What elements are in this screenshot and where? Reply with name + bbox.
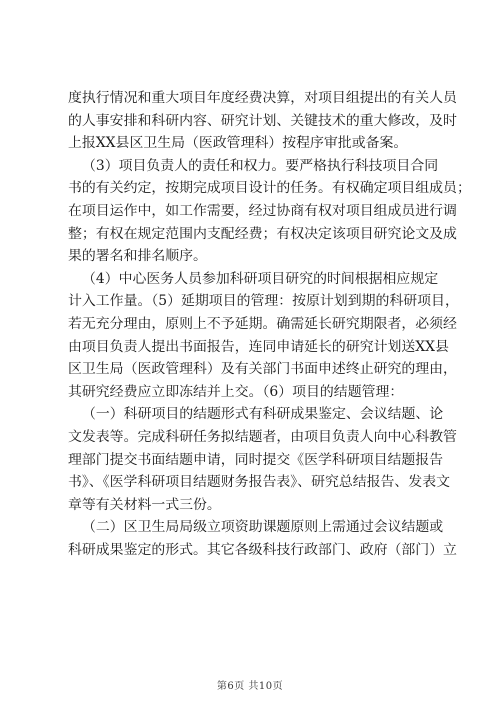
body-line: 其研究经费应立即冻结并上交。（6）项目的结题管理： [68, 383, 404, 400]
body-line: 文发表等。完成科研任务拟结题者，由项目负责人向中心科教管 [68, 428, 457, 445]
body-line: 果的署名和排名顺序。 [68, 248, 207, 265]
body-line: 书的有关约定，按期完成项目设计的任务。有权确定项目组成员； [68, 180, 471, 197]
body-line: 度执行情况和重大项目年度经费决算，对项目组提出的有关人员 [68, 90, 457, 106]
body-line: 章等有关材料一式三份。 [68, 496, 221, 513]
body-line: （二）区卫生局局级立项资助课题原则上需通过会议结题或 [82, 519, 444, 536]
body-line: 书》、《医学科研项目结题财务报告表》、研究总结报告、发表文 [68, 474, 450, 491]
body-line: 上报XX县区卫生局（医政管理科）按程序审批或备案。 [68, 135, 408, 152]
page-number: 第6页 共10页 [216, 681, 284, 692]
body-line: 由项目负责人提出书面报告，连同申请延长的研究计划送XX县 [68, 338, 449, 355]
body-line: 若无充分理由，原则上不予延期。确需延长研究期限者，必须经 [68, 315, 457, 332]
body-line: 整；有权在规定范围内支配经费；有权决定该项目研究论文及成 [68, 225, 457, 242]
body-line: 计入工作量。（5）延期项目的管理：按原计划到期的科研项目， [68, 293, 459, 310]
body-line: （4）中心医务人员参加科研项目研究的时间根据相应规定 [82, 270, 439, 287]
body-line: 科研成果鉴定的形式。其它各级科技行政部门、政府（部门）立 [68, 541, 457, 558]
body-line: 的人事安排和科研内容、研究计划、关键技术的重大修改，及时 [68, 112, 457, 129]
body-line: 在项目运作中，如工作需要，经过协商有权对项目组成员进行调 [68, 202, 457, 219]
body-line: （3）项目负责人的责任和权力。要严格执行科技项目合同 [82, 157, 439, 174]
body-line: （一）科研项目的结题形式有科研成果鉴定、会议结题、论 [82, 406, 444, 423]
page-footer [0, 677, 500, 692]
body-line: 区卫生局（医政管理科）及有关部门书面申述终止研究的理由， [68, 361, 457, 378]
document-body [68, 87, 471, 561]
body-line: 理部门提交书面结题申请，同时提交《医学科研项目结题报告 [68, 451, 444, 468]
